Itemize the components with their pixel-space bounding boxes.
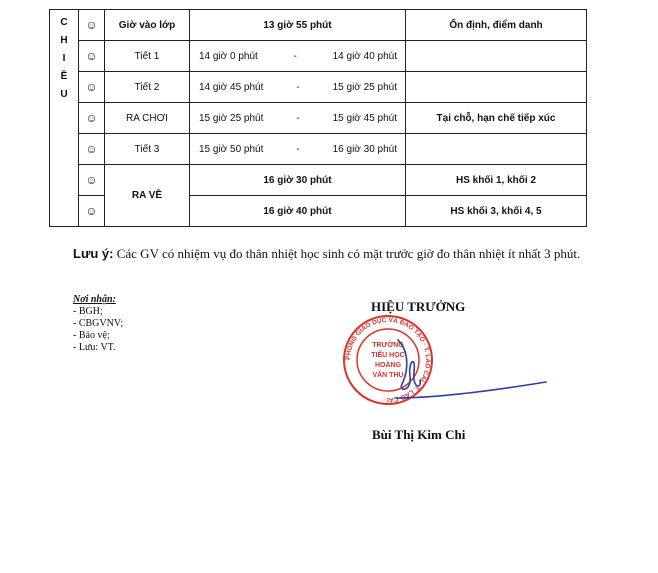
row-label: Giờ vào lớp — [105, 10, 190, 41]
time-end: 15 giờ 25 phút — [332, 81, 397, 93]
time-dash: - — [296, 143, 300, 155]
time-start: 14 giờ 0 phút — [199, 50, 258, 62]
row-time: 16 giờ 30 phút — [190, 165, 406, 196]
signer-name: Bùi Thị Kim Chi — [372, 427, 466, 442]
recipients-title: Nơi nhận: — [73, 294, 116, 305]
smiley-icon: ☺ — [79, 165, 105, 196]
session-letter: I — [62, 53, 66, 64]
row-note: HS khối 1, khối 2 — [406, 165, 587, 196]
session-letter: H — [60, 35, 68, 46]
recipient-item: - Lưu: VT. — [73, 342, 116, 353]
stamp-center-text: VĂN THỤ — [372, 372, 404, 379]
row-note: Tại chỗ, hạn chế tiếp xúc — [406, 103, 587, 134]
table-row — [50, 72, 587, 103]
time-start: 15 giờ 25 phút — [199, 112, 264, 124]
smiley-icon: ☺ — [79, 41, 105, 72]
session-letter: Ề — [60, 71, 68, 82]
recipients — [73, 294, 123, 354]
time-dash: - — [296, 112, 300, 124]
row-time: 13 giờ 55 phút — [190, 10, 406, 41]
session-letter: U — [60, 89, 68, 100]
note-label: Lưu ý: — [73, 246, 114, 261]
row-time — [190, 41, 406, 72]
smiley-icon: ☺ — [79, 103, 105, 134]
row-label: RA VỀ — [105, 165, 190, 227]
table-row — [50, 10, 587, 41]
smiley-icon: ☺ — [79, 72, 105, 103]
row-time: 16 giờ 40 phút — [190, 196, 406, 227]
row-note — [406, 72, 587, 103]
stamp-center-text: TRƯỜNG — [372, 342, 404, 349]
session-label — [50, 10, 79, 227]
note-paragraph — [73, 245, 588, 263]
row-note: HS khối 3, khối 4, 5 — [406, 196, 587, 227]
time-start: 14 giờ 45 phút — [199, 81, 264, 93]
row-time — [190, 72, 406, 103]
row-label: RA CHƠI — [105, 103, 190, 134]
stamp-center-text: HOÀNG — [374, 362, 402, 369]
row-note — [406, 134, 587, 165]
recipient-item: - CBGVNV; — [73, 318, 124, 329]
time-end: 16 giờ 30 phút — [332, 143, 397, 155]
row-time — [190, 103, 406, 134]
stamp-center-text: TIỂU HỌC — [371, 352, 405, 359]
smiley-icon: ☺ — [79, 134, 105, 165]
handwritten-signature-icon — [360, 332, 550, 412]
session-letter: C — [60, 17, 68, 28]
row-note: Ổn định, điểm danh — [406, 10, 587, 41]
row-label: Tiết 1 — [105, 41, 190, 72]
time-dash: - — [293, 50, 297, 62]
recipient-item: - BGH; — [73, 306, 103, 317]
row-time — [190, 134, 406, 165]
row-label: Tiết 2 — [105, 72, 190, 103]
note-text: Các GV có nhiệm vụ đo thân nhiệt học sinh có mặt trước giờ đo thân nhiệt ít nhất 3 phút. — [116, 246, 581, 261]
stamp-ring-text: PHÒNG GIÁO DỤC VÀ ĐÀO TẠO · T. LÀO CAI - T. LÀO CAI · — [344, 316, 432, 404]
schedule-table — [49, 9, 587, 227]
smiley-icon: ☺ — [79, 196, 105, 227]
signer-title: HIỆU TRƯỞNG — [371, 299, 466, 314]
table-row — [50, 165, 587, 196]
smiley-icon: ☺ — [79, 10, 105, 41]
time-end: 14 giờ 40 phút — [332, 50, 397, 62]
row-note — [406, 41, 587, 72]
row-label: Tiết 3 — [105, 134, 190, 165]
time-dash: - — [296, 81, 300, 93]
time-end: 15 giờ 45 phút — [332, 112, 397, 124]
table-row — [50, 41, 587, 72]
recipient-item: - Bảo vệ; — [73, 330, 110, 341]
time-start: 15 giờ 50 phút — [199, 143, 264, 155]
table-row — [50, 134, 587, 165]
table-row — [50, 103, 587, 134]
